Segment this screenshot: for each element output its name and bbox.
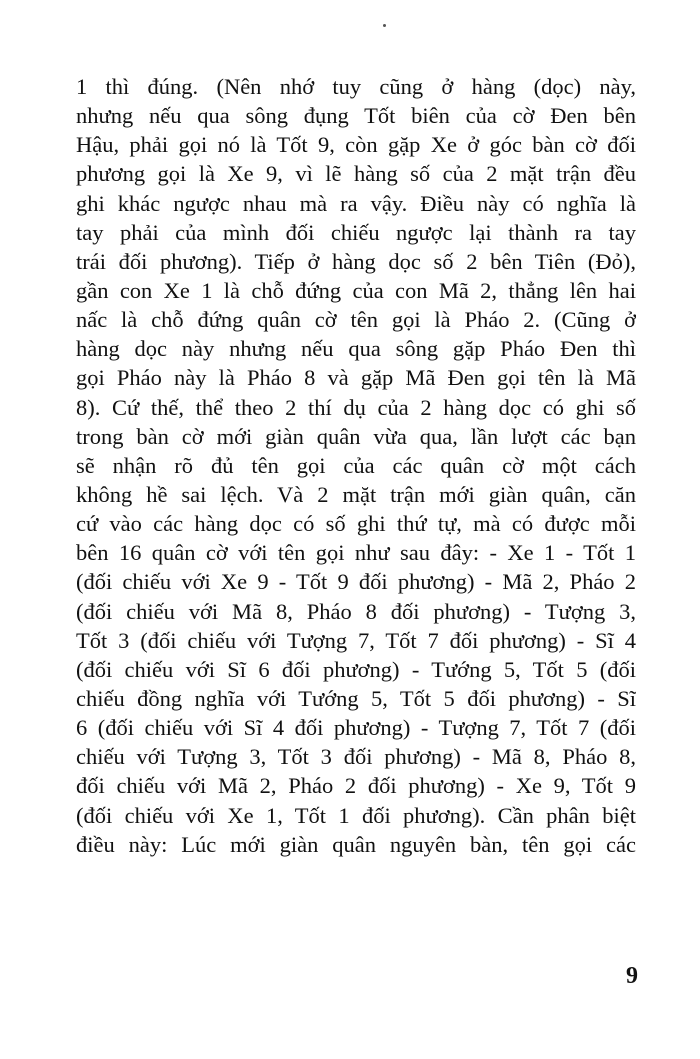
text-line: gần con Xe 1 là chỗ đứng của con Mã 2, thẳng lên hai xyxy=(76,277,636,303)
text-line: không hề sai lệch. Và 2 mặt trận mới giàn quân, căn xyxy=(76,481,636,507)
body-text xyxy=(76,72,636,859)
text-line: (đối chiếu với Mã 8, Pháo 8 đối phương) - Tượng 3, xyxy=(76,598,636,624)
page-number: 9 xyxy=(626,963,638,989)
text-line: nhưng nếu qua sông đụng Tốt biên của cờ Đen bên xyxy=(76,103,636,129)
text-line: Hậu, phải gọi nó là Tốt 9, còn gặp Xe ở góc bàn cờ đối xyxy=(76,132,636,158)
text-line: chiếu đồng nghĩa với Tướng 5, Tốt 5 đối phương) - Sĩ xyxy=(76,685,636,711)
text-line: (đối chiếu với Xe 1, Tốt 1 đối phương). Cần phân biệt xyxy=(76,802,636,828)
text-line: phương gọi là Xe 9, vì lẽ hàng số của 2 mặt trận đều xyxy=(76,161,636,187)
print-speck xyxy=(383,24,386,27)
text-line: trong bàn cờ mới giàn quân vừa qua, lần lượt các bạn xyxy=(76,423,636,449)
text-line: trái đối phương). Tiếp ở hàng dọc số 2 bên Tiên (Đỏ), xyxy=(76,248,636,274)
text-line: chiếu với Tượng 3, Tốt 3 đối phương) - Mã 8, Pháo 8, xyxy=(76,744,636,770)
text-line: ghi khác ngược nhau mà ra vậy. Điều này có nghĩa là xyxy=(76,190,636,216)
text-line: 8). Cứ thế, thể theo 2 thí dụ của 2 hàng dọc có ghi số xyxy=(76,394,636,420)
text-line: Tốt 3 (đối chiếu với Tượng 7, Tốt 7 đối phương) - Sĩ 4 xyxy=(76,627,636,653)
text-line: đối chiếu với Mã 2, Pháo 2 đối phương) - Xe 9, Tốt 9 xyxy=(76,773,636,799)
text-line: sẽ nhận rõ đủ tên gọi của các quân cờ một cách xyxy=(76,452,636,478)
text-line: cứ vào các hàng dọc có số ghi thứ tự, mà có được mỗi xyxy=(76,511,636,537)
text-line: điều này: Lúc mới giàn quân nguyên bàn, tên gọi các xyxy=(76,831,636,857)
text-line: 6 (đối chiếu với Sĩ 4 đối phương) - Tượng 7, Tốt 7 (đối xyxy=(76,715,636,741)
text-line: hàng dọc này nhưng nếu qua sông gặp Pháo Đen thì xyxy=(76,336,636,362)
text-line: (đối chiếu với Sĩ 6 đối phương) - Tướng 5, Tốt 5 (đối xyxy=(76,656,636,682)
text-line: gọi Pháo này là Pháo 8 và gặp Mã Đen gọi tên là Mã xyxy=(76,365,636,391)
text-line: 1 thì đúng. (Nên nhớ tuy cũng ở hàng (dọc) này, xyxy=(76,74,636,99)
text-line: nấc là chỗ đứng quân cờ tên gọi là Pháo 2. (Cũng ở xyxy=(76,307,636,333)
text-line: tay phải của mình đối chiếu ngược lại thành ra tay xyxy=(76,219,636,245)
text-line: bên 16 quân cờ với tên gọi như sau đây: - Xe 1 - Tốt 1 xyxy=(76,540,636,566)
text-line: (đối chiếu với Xe 9 - Tốt 9 đối phương) - Mã 2, Pháo 2 xyxy=(76,569,636,595)
